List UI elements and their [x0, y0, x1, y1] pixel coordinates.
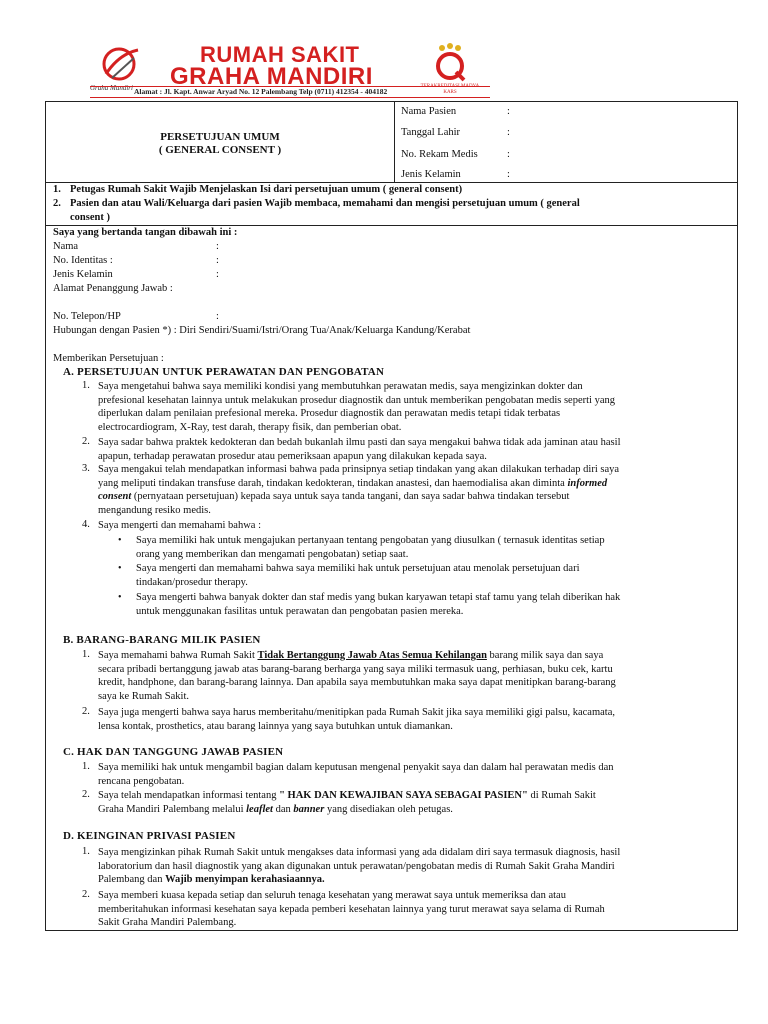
section-b-item-1: Saya memahami bahwa Rumah Sakit Tidak Bertanggung Jawab Atas Semua Kehilangan barang milik saya dan saya secara pribadi bertanggung jawab atas barang-barang berharga yang saya miliki termasuk uang, perhiasan, buku cek, kartu kredit, handphone, dan barang-barang lainnya. Dan apabila saya membutuhkan maka saya dapat menitipkan barang-barang saya ke Rumah Sakit. — [98, 650, 616, 702]
list-number: 1. — [82, 380, 90, 391]
section-a-bullet-3: Saya mengerti bahwa banyak dokter dan staf medis yang bukan karyawan tetapi staf tamu yang telah diberikan hak untuk menggunakan fasilitas untuk perawatan dan pengobatan pasien mereka. — [136, 592, 621, 617]
section-d-item-1: Saya mengizinkan pihak Rumah Sakit untuk mengakses data informasi yang ada didalam diri saya termasuk diagnosis, hasil laboratorium dan hasil diagnostik yang akan digunakan untuk perawatan/pengobatan medis di Rumah Sakit Graha Mandiri Palembang dan Wajib menyimpan kerahasiaannya. — [98, 847, 621, 885]
section-c-item-1: Saya memiliki hak untuk mengambil bagian dalam keputusan mengenal penyakit saya dan dalam hal perawatan medis dan rencana pengobatan. — [98, 762, 614, 787]
title-divider — [394, 101, 395, 182]
list-number: 2. — [82, 436, 90, 447]
section-a-bullet-2: Saya mengerti dan memahami bahwa saya memiliki hak untuk persetujuan atau menolak persetujuan dari tindakan/prosedur therapy. — [136, 563, 580, 588]
list-number: 4. — [82, 519, 90, 530]
signer-phone-label: No. Telepon/HP — [53, 311, 121, 322]
signer-id-field[interactable]: : — [216, 255, 219, 266]
instruction-number: 1. — [53, 184, 61, 195]
section-a-item-1: Saya mengetahui bahwa saya memiliki kondisi yang membutuhkan perawatan medis, saya mengizinkan dokter dan prefesional kesehatan lainnya untuk melakukan prosedur diagnostik dan untuk memberikan pengobatan medis seperti yang diperlukan dalam penilaian prefesional mereka. Prosedur diagnostik dan perawatan medis tetapi tidak terbatas electrocardiogram, X-Ray, test darah, therapy fisik, dan pemberian obat. — [98, 381, 615, 433]
signer-id-label: No. Identitas : — [53, 255, 113, 266]
hospital-logo-icon — [98, 44, 144, 88]
patient-name-row[interactable]: Nama Pasien : — [401, 106, 510, 117]
instruction-2-cont: consent ) — [70, 212, 110, 223]
hospital-name-line2: GRAHA MANDIRI — [170, 63, 373, 90]
hospital-address: Alamat : Jl. Kapt. Anwar Aryad No. 12 Palembang Telp (0711) 412354 - 404182 — [134, 87, 388, 96]
accreditation-logo-icon — [428, 42, 472, 86]
accreditation-caption: TERAKREDITASI MADYA KARS — [420, 84, 480, 95]
logo-caption: Graha Mandiri — [90, 84, 133, 92]
section-d-title: D. KEINGINAN PRIVASI PASIEN — [63, 830, 236, 842]
section-c-item-2: Saya telah mendapatkan informasi tentang " HAK DAN KEWAJIBAN SAYA SEBAGAI PASIEN" di Rumah Sakit Graha Mandiri Palembang melalui leaflet dan banner yang disediakan oleh petugas. — [98, 790, 596, 815]
list-number: 2. — [82, 706, 90, 717]
form-title-line1: PERSETUJUAN UMUM — [160, 131, 280, 143]
bullet-icon: • — [118, 535, 122, 546]
medical-record-row[interactable]: No. Rekam Medis : — [401, 149, 510, 160]
signer-phone-field[interactable]: : — [216, 311, 219, 322]
birthdate-label: Tanggal Lahir — [401, 127, 461, 138]
section-c-title: C. HAK DAN TANGGUNG JAWAB PASIEN — [63, 746, 284, 758]
section-a-bullet-1: Saya memiliki hak untuk mengajukan pertanyaan tentang pengobatan yang diusulkan ( ternasuk identitas setiap orang yang memberikan dan mengamati pengobatan) setiap saat. — [136, 535, 605, 560]
header-rule-bottom — [90, 97, 490, 98]
patient-name-label: Nama Pasien — [401, 106, 457, 117]
bullet-icon: • — [118, 592, 122, 603]
hospital-name-line1: RUMAH SAKIT — [200, 42, 360, 67]
signer-name-field[interactable]: : — [216, 241, 219, 252]
signer-intro: Saya yang bertanda tangan dibawah ini : — [53, 227, 238, 238]
section-a-item-4: Saya mengerti dan memahami bahwa : — [98, 520, 261, 531]
form-title-line2: ( GENERAL CONSENT ) — [158, 144, 282, 156]
gender-label: Jenis Kelamin — [401, 169, 461, 180]
gender-row[interactable]: Jenis Kelamin : — [401, 169, 510, 180]
list-number: 3. — [82, 463, 90, 474]
instruction-2: Pasien dan atau Wali/Keluarga dari pasien Wajib membaca, memahami dan mengisi persetujuan umum ( general — [70, 198, 580, 209]
medical-record-label: No. Rekam Medis — [401, 149, 478, 160]
signer-gender-label: Jenis Kelamin — [53, 269, 113, 280]
signer-address-label[interactable]: Alamat Penanggung Jawab : — [53, 283, 173, 294]
birthdate-row[interactable]: Tanggal Lahir : — [401, 127, 510, 138]
list-number: 2. — [82, 789, 90, 800]
section-a-item-2: Saya sadar bahwa praktek kedokteran dan bedah bukanlah ilmu pasti dan saya mengakui bahwa tidak ada jaminan atau hasil apapun, terhadap perawatan prosedur atau pemeriksaan apapun yang dilakukan kepada saya. — [98, 437, 621, 462]
instruction-number: 2. — [53, 198, 61, 209]
instruction-1: Petugas Rumah Sakit Wajib Menjelaskan Isi dari persetujuan umum ( general consent) — [70, 184, 463, 195]
section-b-title: B. BARANG-BARANG MILIK PASIEN — [63, 634, 261, 646]
signer-name-label: Nama — [53, 241, 79, 252]
signer-gender-field[interactable]: : — [216, 269, 219, 280]
section-b-item-2: Saya juga mengerti bahwa saya harus memberitahu/menitipkan pada Rumah Sakit jika saya memiliki gigi palsu, kacamata, lensa kontak, prosthetics, atau barang lainnya yang saya butuhkan untuk diamankan. — [98, 707, 615, 732]
consent-intro: Memberikan Persetujuan : — [53, 353, 164, 364]
list-number: 1. — [82, 846, 90, 857]
section-d-item-2: Saya memberi kuasa kepada setiap dan seluruh tenaga kesehatan yang merawat saya untuk memeriksa dan atau memberitahukan informasi kesehatan saya kepada pemberi kesehatan lainnya yang turut merawat saya selama di Rumah Sakit Graha Mandiri Palembang. — [98, 890, 605, 928]
section-a-item-3: Saya mengakui telah mendapatkan informasi bahwa pada prinsipnya setiap tindakan yang akan dilakukan terhadap diri saya yang meliputi tindakan transfuse darah, tindakan kedokteran, tindakan anastesi, dan haemodialisa akan diminta informed consent (pernyataan persetujuan) kepada saya untuk saya tanda tangani, dan saya sadar bahwa tindakan tersebut mengandung resiko medis. — [98, 464, 620, 516]
relation-options[interactable]: Hubungan dengan Pasien *) : Diri Sendiri/Suami/Istri/Orang Tua/Anak/Keluarga Kandung/Kerabat — [53, 325, 471, 336]
list-number: 1. — [82, 649, 90, 660]
bullet-icon: • — [118, 563, 122, 574]
list-number: 1. — [82, 761, 90, 772]
list-number: 2. — [82, 889, 90, 900]
form-title — [46, 131, 394, 157]
section-a-title: A. PERSETUJUAN UNTUK PERAWATAN DAN PENGOBATAN — [63, 366, 385, 378]
